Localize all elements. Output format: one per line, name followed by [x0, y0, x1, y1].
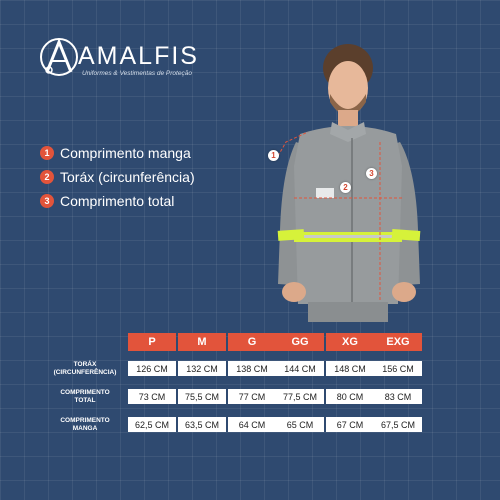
table-cell: 144 CM: [276, 361, 324, 376]
row-label-line: (CIRCUNFERÊNCIA): [53, 369, 117, 376]
measurement-legend: [40, 144, 195, 216]
pocket-label: [316, 188, 334, 198]
brand-logo: [38, 36, 199, 80]
reflective-stripe-left-sleeve: [278, 229, 305, 241]
legend-label: Comprimento manga: [60, 144, 191, 161]
table-cell: 65 CM: [276, 417, 324, 432]
row-label-chest: [44, 361, 126, 377]
row-label-sleeve-length: [44, 417, 126, 433]
legend-number-badge: 2: [40, 170, 54, 184]
reflective-stripe-center: [294, 235, 402, 238]
brand-name: AMALFIS: [78, 42, 199, 70]
legend-number-badge: 3: [40, 194, 54, 208]
table-cell: 83 CM: [374, 389, 422, 404]
row-label-line: MANGA: [72, 425, 98, 432]
size-header-m: M: [178, 333, 226, 351]
legend-label: Toráx (circunferência): [60, 168, 195, 185]
table-cell: 64 CM: [228, 417, 276, 432]
table-cell: 67,5 CM: [374, 417, 422, 432]
model-illustration: [248, 30, 448, 322]
table-cell: 156 CM: [374, 361, 422, 376]
size-header-xg: XG: [326, 333, 374, 351]
measure-marker-chest: 2: [340, 182, 351, 193]
legend-item-sleeve: [40, 144, 195, 161]
table-cell: 62,5 CM: [128, 417, 176, 432]
legend-number-badge: 1: [40, 146, 54, 160]
measure-marker-length: 3: [366, 168, 377, 179]
table-cell: 80 CM: [326, 389, 374, 404]
size-header-exg: EXG: [374, 333, 422, 351]
table-cell: 126 CM: [128, 361, 176, 376]
reflective-stripe-right-sleeve: [392, 229, 421, 241]
right-hand: [392, 282, 416, 302]
neck-shape: [338, 110, 358, 128]
table-cell: 63,5 CM: [178, 417, 226, 432]
row-label-line: TORÁX: [73, 361, 97, 368]
table-cell: 148 CM: [326, 361, 374, 376]
row-label-line: COMPRIMENTO: [60, 389, 110, 396]
size-header-gg: GG: [276, 333, 324, 351]
table-cell: 77 CM: [228, 389, 276, 404]
legend-item-length: [40, 192, 195, 209]
amalfis-logo-icon: [38, 36, 80, 78]
table-cell: 132 CM: [178, 361, 226, 376]
row-label-line: TOTAL: [74, 397, 96, 404]
legend-label: Comprimento total: [60, 192, 175, 209]
table-cell: 77,5 CM: [276, 389, 324, 404]
table-cell: 67 CM: [326, 417, 374, 432]
brand-tagline: Uniformes & Vestimentas de Proteção: [82, 70, 192, 77]
left-hand: [282, 282, 306, 302]
table-cell: 73 CM: [128, 389, 176, 404]
size-header-g: G: [228, 333, 276, 351]
table-cell: 75,5 CM: [178, 389, 226, 404]
pants-shape: [308, 302, 388, 322]
model-photo: [248, 30, 448, 322]
measure-marker-sleeve: 1: [268, 150, 279, 161]
size-header-p: P: [128, 333, 176, 351]
table-cell: 138 CM: [228, 361, 276, 376]
jacket-body: [294, 126, 402, 304]
row-label-line: COMPRIMENTO: [60, 417, 110, 424]
legend-item-chest: [40, 168, 195, 185]
row-label-total-length: [44, 389, 126, 405]
